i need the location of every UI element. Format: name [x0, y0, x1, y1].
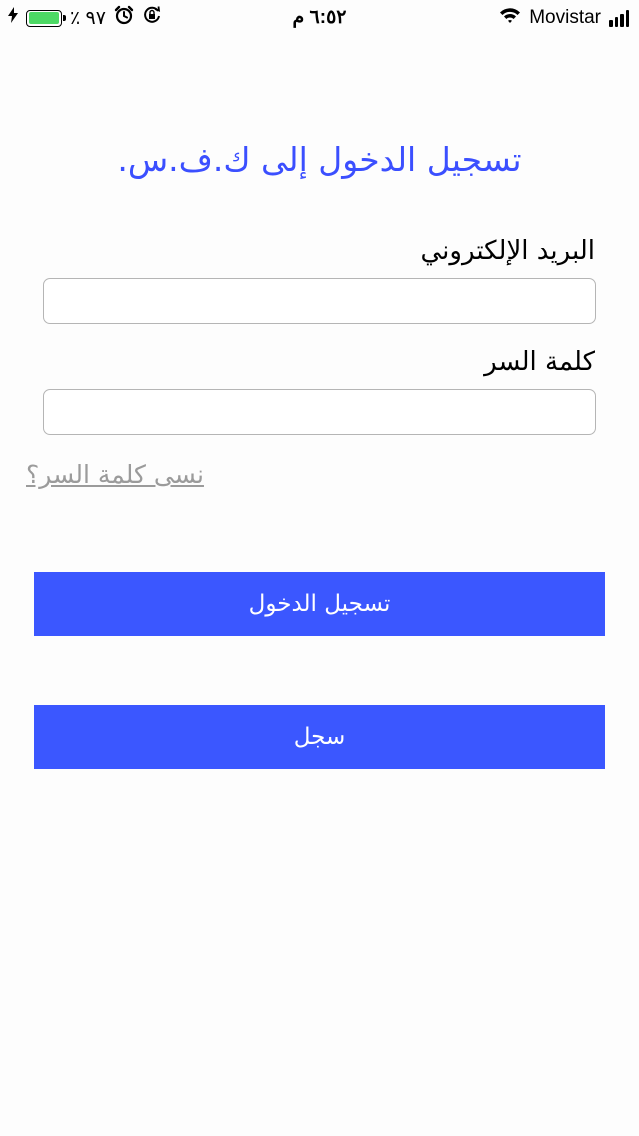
status-bar [0, 0, 639, 38]
carrier-name: Movistar [529, 7, 601, 28]
cellular-signal-icon [609, 9, 629, 27]
password-field[interactable] [43, 389, 596, 435]
battery-percent: ٪ ٩٧ [70, 7, 106, 29]
email-label: البريد الإلكتروني [420, 236, 595, 266]
page-title: تسجيل الدخول إلى ك.ف.س. [117, 140, 522, 179]
register-button[interactable]: سجل [34, 705, 605, 769]
email-field[interactable] [43, 278, 596, 324]
status-bar-time: ٦:٥٢ م [292, 7, 347, 28]
login-button[interactable]: تسجيل الدخول [34, 572, 605, 636]
password-label: كلمة السر [484, 347, 595, 377]
wifi-icon [499, 7, 521, 30]
forgot-password-link[interactable]: نسى كلمة السر؟ [26, 460, 204, 489]
status-bar-right [499, 6, 629, 30]
